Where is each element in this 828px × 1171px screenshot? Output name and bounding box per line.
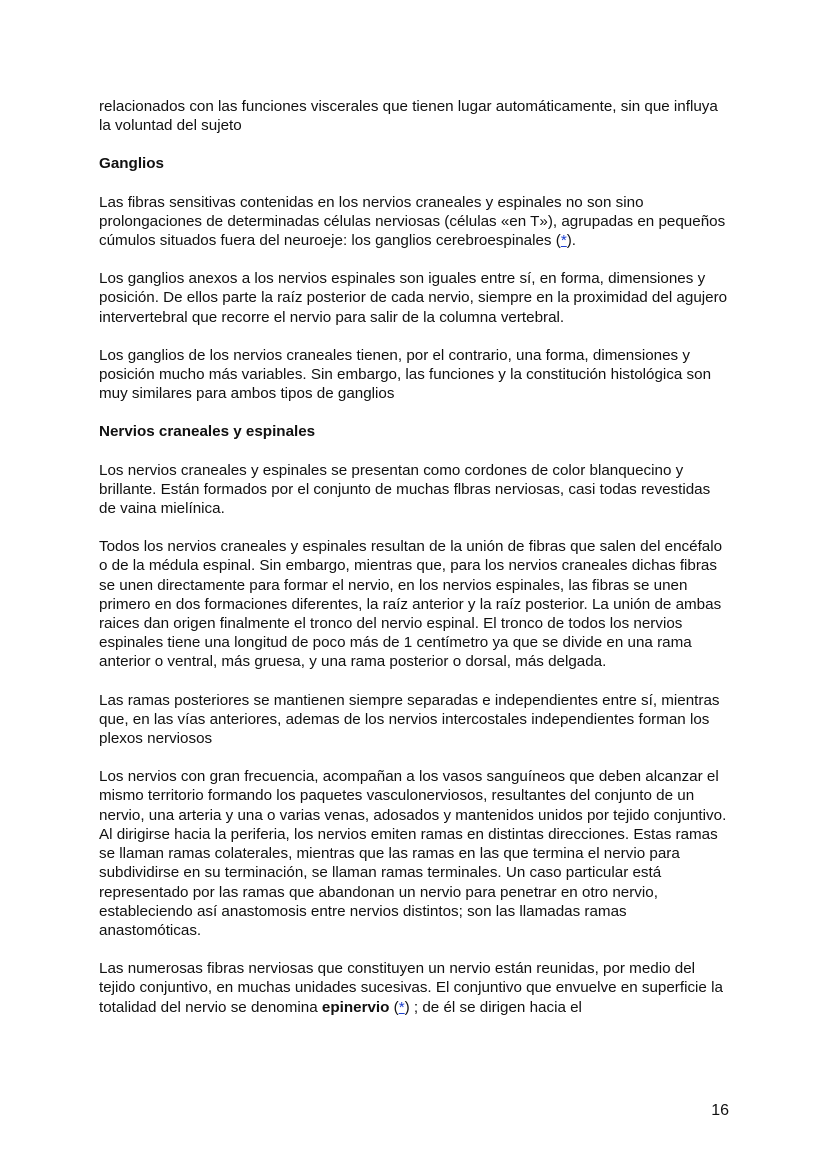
paragraph-text: ( <box>389 998 399 1016</box>
heading-ganglios: Ganglios <box>99 155 164 173</box>
paragraph-text: Las numerosas fibras nerviosas que constituyen un nervio están reunidas, por medio del tejido conjuntivo, en muchas unidades sucesivas. El conjuntivo que envuelve en superficie la totalidad del nervio se denomina <box>99 960 723 1016</box>
paragraph-nervios-union: Todos los nervios craneales y espinales resultan de la unión de fibras que salen del encéfalo o de la médula espinal. Sin embargo, mientras que, para los nervios craneales dichas fibras se unen directamente para formar el nervio, en los nervios espinales, las fibras se unen primero en dos formaciones diferentes, la raíz anterior y la raíz posterior. La unión de ambas raices dan origen finalmente el tronco del nervio espinal. El tronco de todos los nervios espinales tiene una longitud de poco más de 1 centímetro ya que se divide en una rama anterior o ventral, más gruesa, y una rama posterior o dorsal, más delgada. <box>99 538 723 671</box>
paragraph-text: ) ; de él se dirigen hacia el <box>404 998 582 1016</box>
footnote-link[interactable]: * <box>560 232 567 250</box>
paragraph-ramas-posteriores: Las ramas posteriores se mantienen siempre separadas e independientes entre sí, mientras que, en las vías anteriores, ademas de los nervios intercostales independientes forman los plexos nerviosos <box>99 691 720 748</box>
paragraph-nervios-intro: Los nervios craneales y espinales se presentan como cordones de color blanquecino y brillante. Están formados por el conjunto de muchas flbras nerviosas, casi todas revestidas de vaina mielínica. <box>99 461 711 518</box>
paragraph-text: ). <box>566 232 577 250</box>
page-body <box>99 97 731 1036</box>
bold-term: epinervio <box>321 998 390 1016</box>
page-number: 16 <box>711 1102 729 1119</box>
paragraph-continuation: relacionados con las funciones viscerales que tienen lugar automáticamente, sin que influya la voluntad del sujeto <box>99 98 718 135</box>
heading-nervios: Nervios craneales y espinales <box>99 423 316 441</box>
paragraph-epinervio <box>99 959 731 1017</box>
paragraph-ganglios-craneales: Los ganglios de los nervios craneales tienen, por el contrario, una forma, dimensiones y posición mucho más variables. Sin embargo, las funciones y la constitución histológica son muy similares para ambos tipos de ganglios <box>99 346 712 403</box>
paragraph-ramas: Los nervios con gran frecuencia, acompañan a los vasos sanguíneos que deben alcanzar el mismo territorio formando los paquetes vasculonerviosos, resultantes del conjunto de un nervio, una arteria y una o varias venas, adosados y mantenidos unidos por tejido conjuntivo. Al dirigirse hacia la periferia, los nervios emiten ramas en distintas direcciones. Estas ramas se llaman ramas colaterales, mientras que las ramas en las que termina el nervio para subdividirse en su terminación, se llaman ramas terminales. Un caso particular está representado por las ramas que abandonan un nervio para penetrar en otro nervio, estableciendo así anastomosis entre nervios distintos; son las llamadas ramas anastomóticas. <box>99 768 727 939</box>
paragraph-ganglios-intro <box>99 193 731 251</box>
footnote-link[interactable]: * <box>398 998 405 1016</box>
paragraph-text: Las fibras sensitivas contenidas en los nervios craneales y espinales no son sino prolongaciones de determinadas células nerviosas (células «en T»), agrupadas en pequeños cúmulos situados fuera del neuroeje: los ganglios cerebroespinales ( <box>99 193 726 250</box>
paragraph-ganglios-espinales: Los ganglios anexos a los nervios espinales son iguales entre sí, en forma, dimensiones y posición. De ellos parte la raíz posterior de cada nervio, siempre en la proximidad del agujero intervertebral que recorre el nervio para salir de la columna vertebral. <box>99 270 728 326</box>
